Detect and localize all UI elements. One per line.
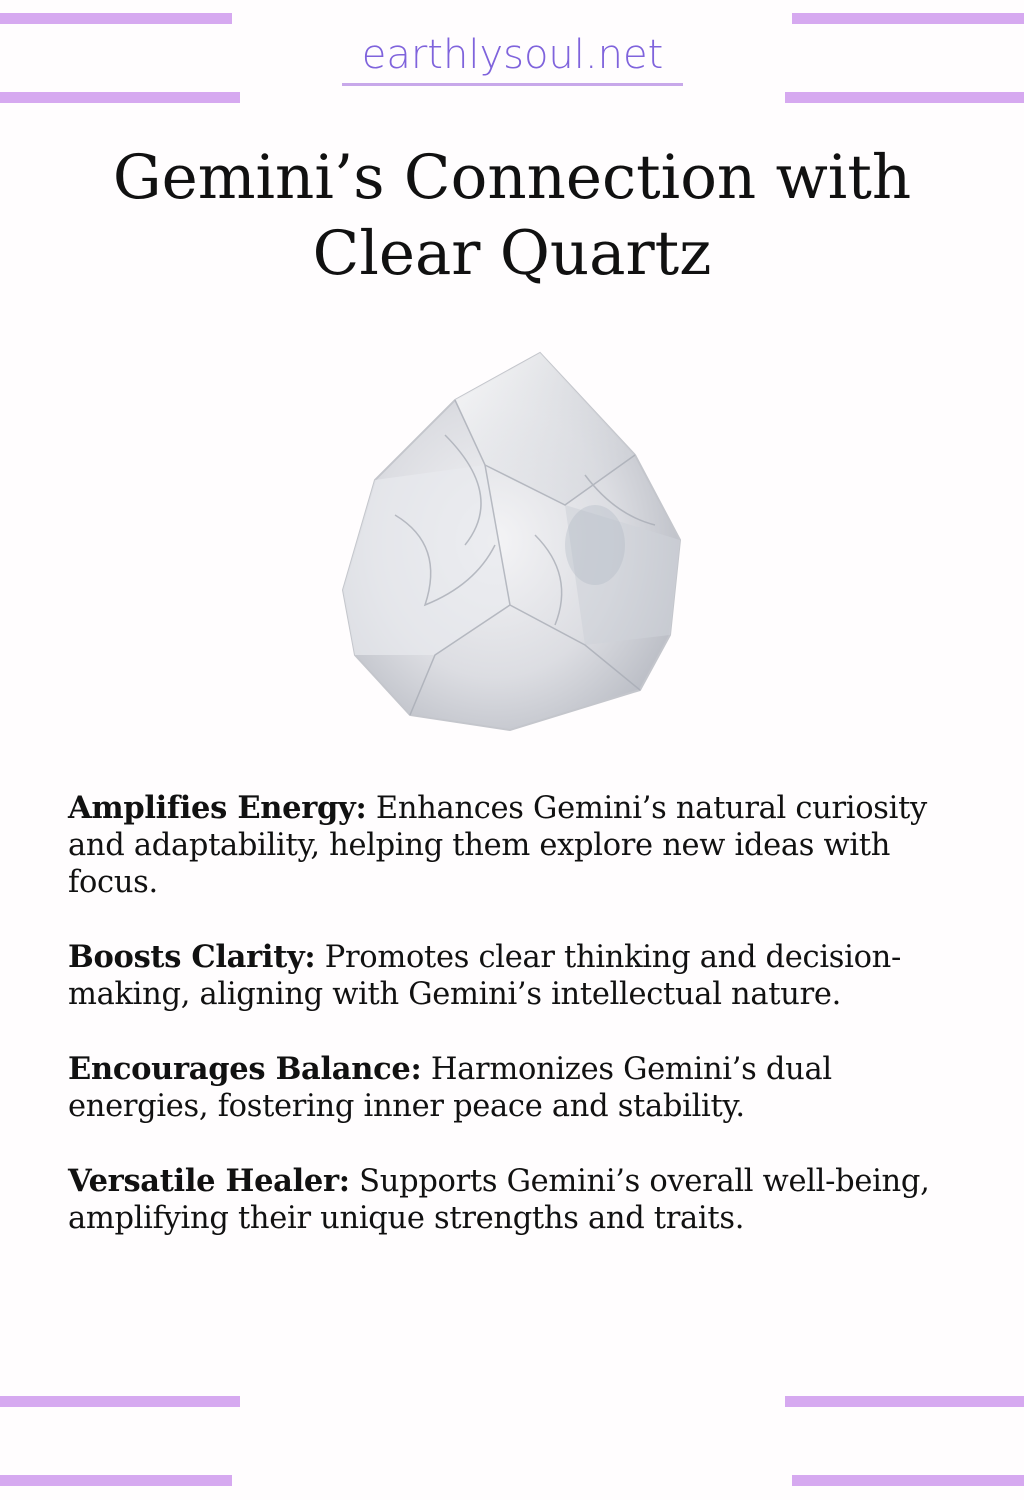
logo-underline [342,83,683,86]
benefit-heading: Encourages Balance: [68,1051,422,1087]
title-line-1: Gemini’s Connection with [112,142,912,213]
logo-text: earthlysoul.net [361,32,664,78]
decor-bar [0,1396,240,1407]
decor-bar [0,13,232,24]
decor-bar [0,1475,232,1486]
decor-bar [792,1475,1024,1486]
benefit-heading: Amplifies Energy: [68,790,367,826]
clear-quartz-image [335,345,685,740]
benefit-text: Promotes clear thinking and decision-making, aligning with Gemini’s intellectual nature. [68,940,901,1012]
decor-bar [785,92,1024,103]
benefit-item [68,939,968,1013]
benefit-item [68,790,968,901]
decor-bar [0,92,240,103]
benefit-item [68,1163,968,1237]
benefit-text: Supports Gemini’s overall well-being, amplifying their unique strengths and traits. [68,1164,930,1236]
benefit-text: Enhances Gemini’s natural curiosity and adaptability, helping them explore new ideas with focus. [68,791,927,900]
benefit-heading: Versatile Healer: [68,1163,350,1199]
decor-bar [792,13,1024,24]
decor-bar [785,1396,1024,1407]
benefit-item [68,1051,968,1125]
title-line-2: Clear Quartz [312,218,712,289]
benefits-list [68,790,968,1275]
page-title [0,140,1024,292]
benefit-text: Harmonizes Gemini’s dual energies, fostering inner peace and stability. [68,1052,832,1124]
site-logo[interactable] [340,30,685,90]
benefit-heading: Boosts Clarity: [68,939,316,975]
